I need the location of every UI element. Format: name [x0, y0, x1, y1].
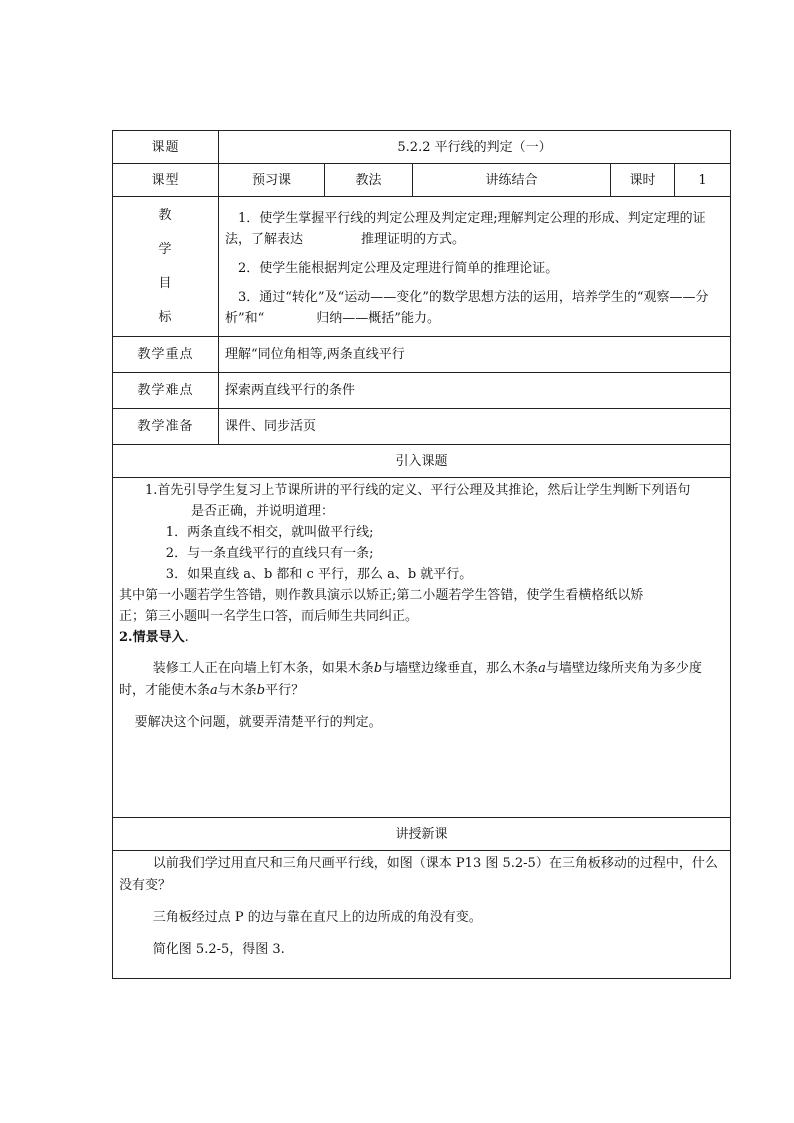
new-lesson-paragraph-2: 三角板经过点 P 的边与靠在直尺上的边所成的角没有变。: [152, 910, 482, 925]
lesson-plan-table: [112, 130, 731, 979]
new-lesson-header-row: [113, 818, 731, 851]
intro-paragraph-1: 1.首先引导学生复习上节课所讲的平行线的定义、平行公理及其推论，然后让学生判断下列语句是否正确，并说明道理：: [145, 483, 691, 519]
prep-label: 教学准备: [113, 409, 219, 445]
prep-value: 课件、同步活页: [219, 409, 731, 445]
difficulty-label: 教学难点: [113, 373, 219, 409]
goals-label: [113, 197, 219, 337]
intro-row: [113, 478, 731, 818]
type-row: [113, 164, 731, 197]
goals-content: [219, 197, 731, 337]
method-label: 教法: [325, 164, 413, 197]
intro-paragraph-2: 其中第一小题若学生答错，则作教具演示以矫正;第二小题若学生答错，使学生看横格纸以矫正；第三小题叫一名学生口答，而后师生共同纠正。: [119, 588, 644, 624]
key-value: 理解“同位角相等,两条直线平行: [219, 337, 731, 373]
goals-label-char: 学: [158, 241, 173, 257]
title-label: 课题: [113, 131, 219, 164]
new-lesson-header: 讲授新课: [113, 818, 731, 851]
intro-item-3: 3．如果直线 a、b 都和 c 平行，那么 a、b 就平行。: [165, 567, 473, 582]
intro-item-2: 2．与一条直线平行的直线只有一条;: [165, 546, 374, 561]
key-row: [113, 337, 731, 373]
type-label: 课型: [113, 164, 219, 197]
new-lesson-paragraph-3: 简化图 5.2-5，得图 3.: [152, 942, 285, 957]
difficulty-row: [113, 373, 731, 409]
key-label: 教学重点: [113, 337, 219, 373]
new-lesson-paragraph-1: 以前我们学过用直尺和三角尺画平行线，如图（课本 P13 图 5.2-5）在三角板移动的过程中，什么没有变？: [119, 856, 718, 893]
difficulty-value: 探索两直线平行的条件: [219, 373, 731, 409]
goal-3: 3．通过“转化”及“运动——变化”的数学思想方法的运用，培养学生的“观察——分析”和“ 归纳——概括”能力。: [225, 290, 709, 326]
hours-value: 1: [675, 164, 731, 197]
new-lesson-row: [113, 851, 731, 979]
lesson-title: 5.2.2 平行线的判定（一）: [219, 131, 731, 164]
intro-item-1: 1．两条直线不相交，就叫做平行线;: [165, 525, 374, 540]
goal-2: 2．使学生能根据判定公理及定理进行简单的推理论证。: [238, 261, 559, 276]
situation-title: 2.情景导入.: [119, 630, 189, 645]
goal-1: 1．使学生掌握平行线的判定公理及判定定理;理解判定公理的形成、判定定理的证法，了解表达 推理证明的方式。: [225, 211, 706, 247]
goals-row: [113, 197, 731, 337]
goals-label-char: 标: [158, 309, 173, 325]
intro-header: 引入课题: [113, 445, 731, 478]
situation-text: 装修工人正在向墙上钉木条，如果木条b与墙壁边缘垂直，那么木条a与墙壁边缘所夹角为多少度时，才能使木条a与木条b平行？: [119, 661, 702, 698]
prep-row: [113, 409, 731, 445]
title-row: [113, 131, 731, 164]
method-value: 讲练结合: [413, 164, 611, 197]
intro-header-row: [113, 445, 731, 478]
new-lesson-content: [113, 851, 731, 979]
resolve-text: 要解决这个问题，就要弄清楚平行的判定。: [134, 715, 382, 730]
goals-label-char: 教: [158, 207, 173, 223]
type-value: 预习课: [219, 164, 325, 197]
intro-content: [113, 478, 731, 818]
hours-label: 课时: [611, 164, 675, 197]
goals-label-char: 目: [158, 275, 173, 291]
